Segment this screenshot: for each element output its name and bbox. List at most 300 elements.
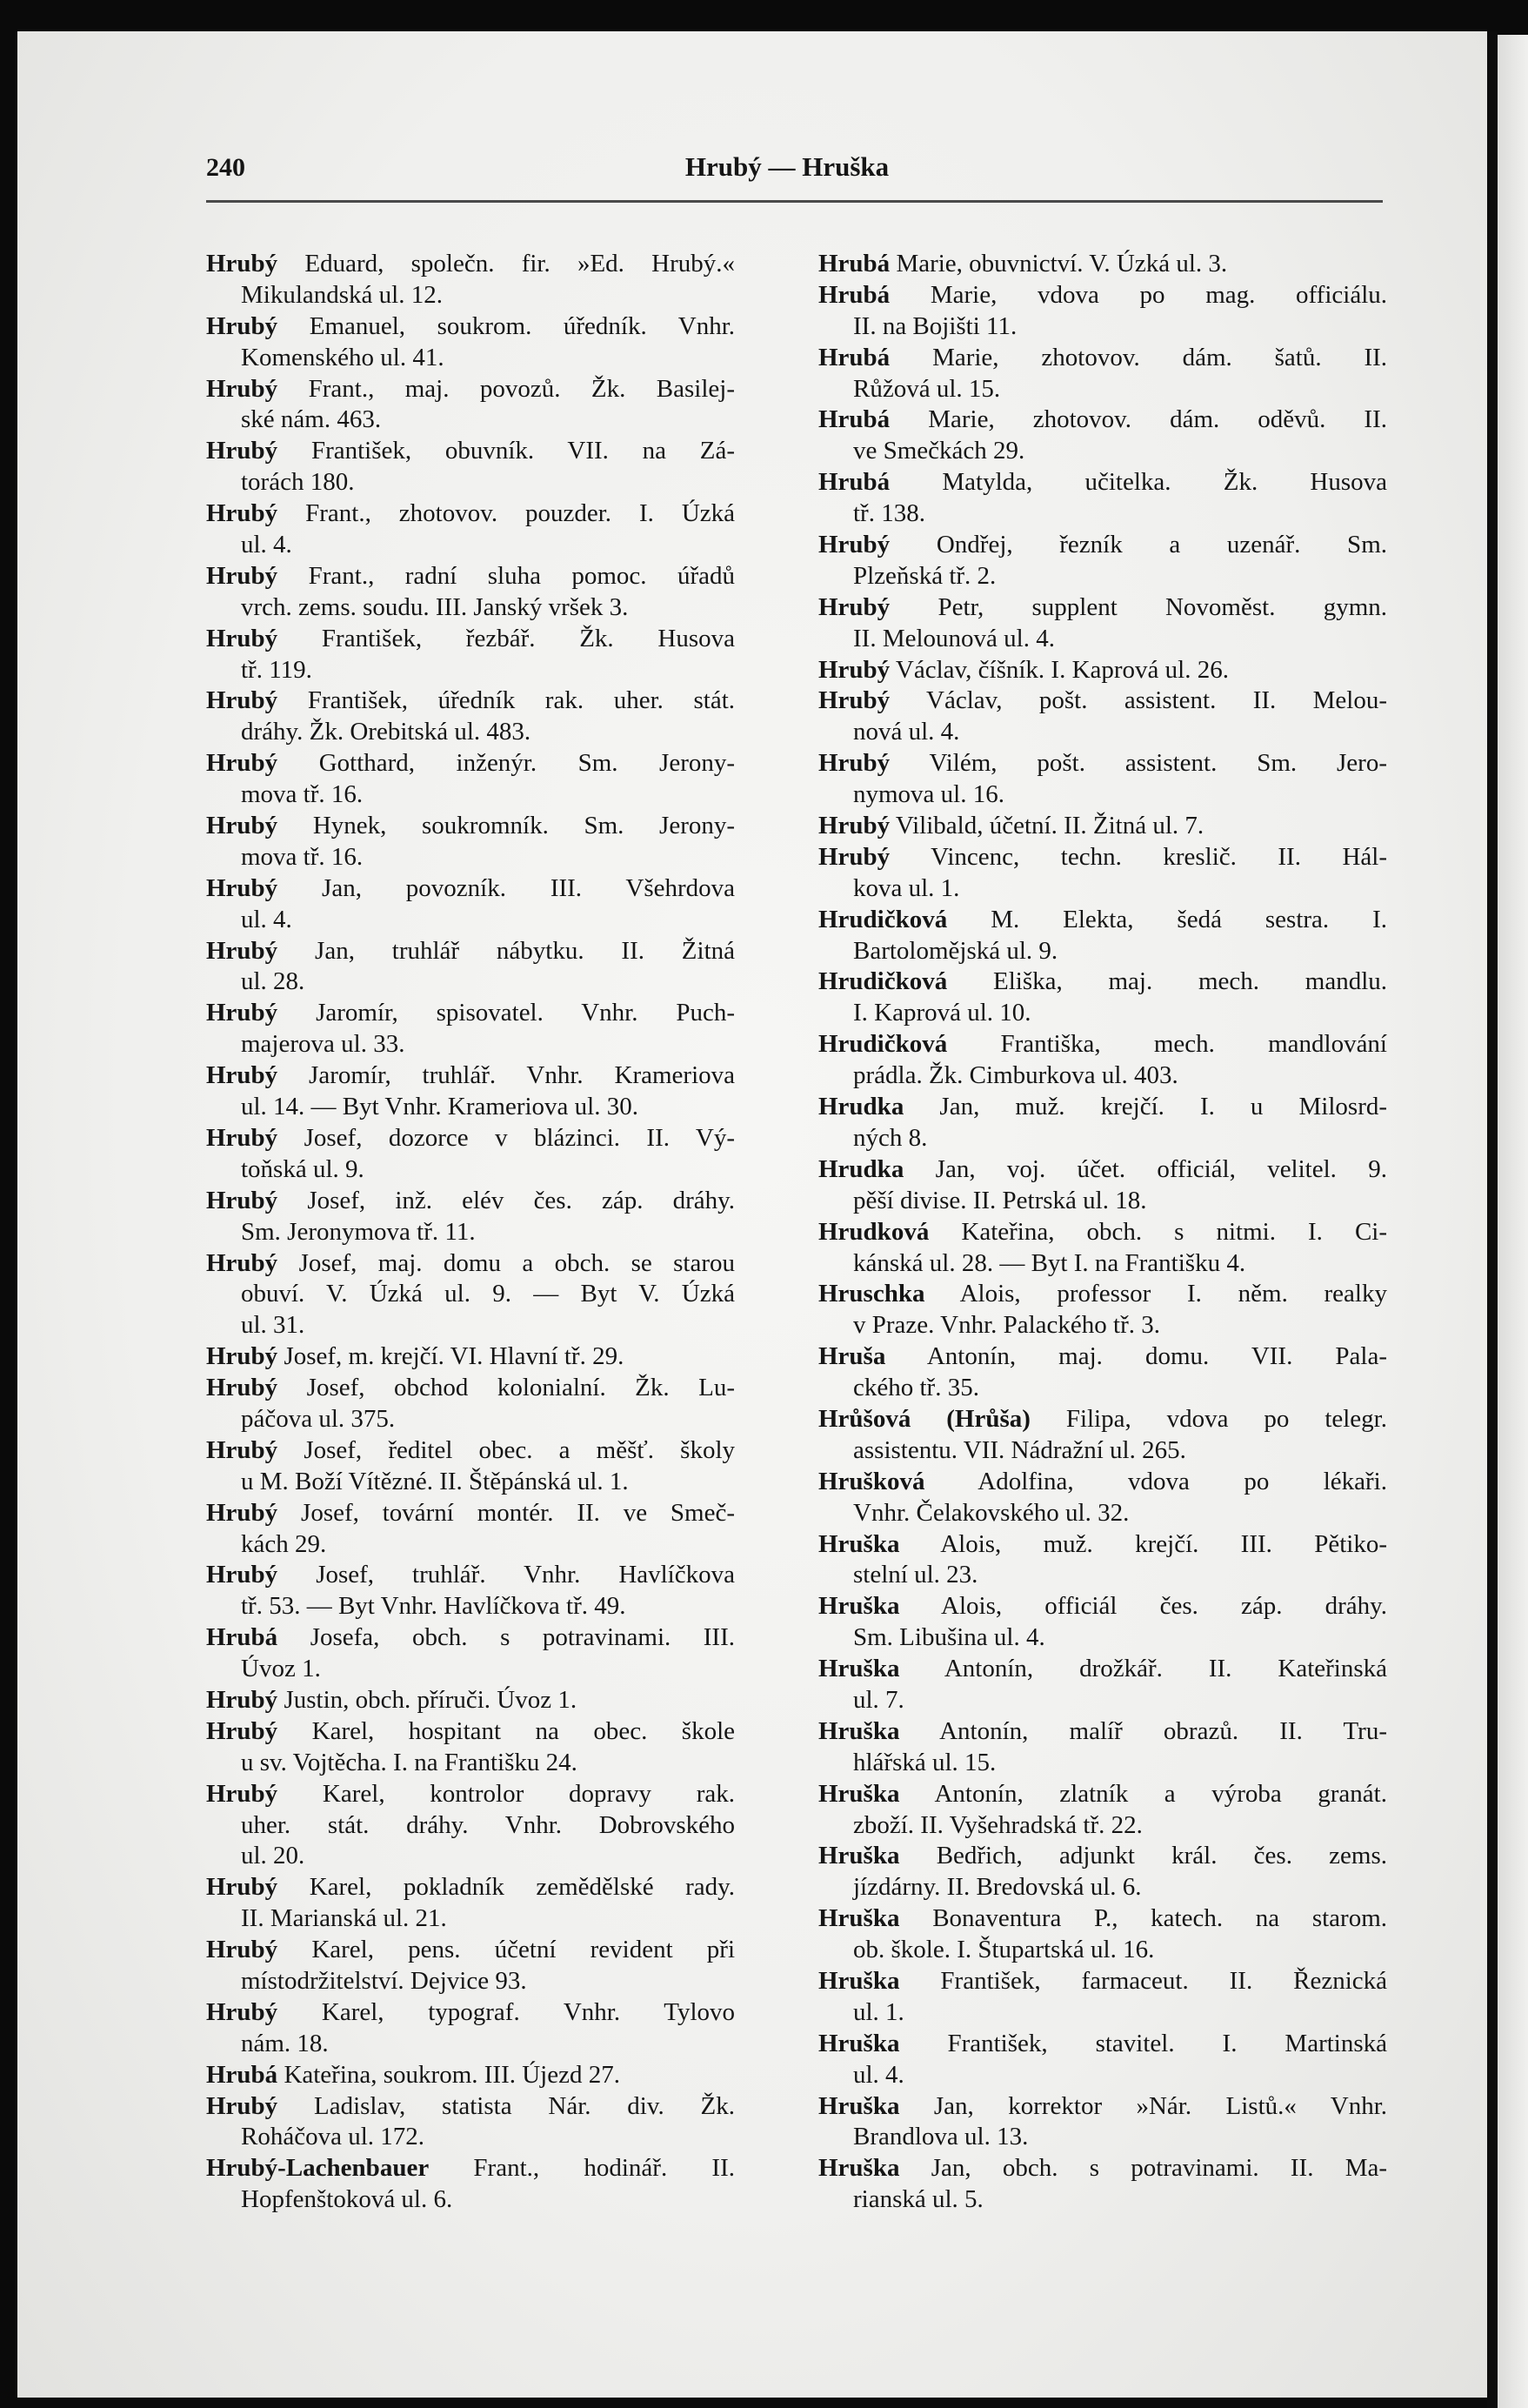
- directory-entry: [818, 1154, 1387, 1217]
- entry-line: [818, 1341, 1387, 1373]
- entry-surname: Hrubý: [206, 374, 278, 403]
- entry-text: Mikulandská ul. 12.: [241, 280, 443, 309]
- directory-entry: [818, 1654, 1387, 1716]
- entry-text: Marie, zhotovov. dám. oděvů. II.: [928, 405, 1387, 434]
- entry-text: Josef, maj. domu a obch. se starou: [298, 1248, 736, 1277]
- entry-line: [206, 436, 735, 467]
- entry-surname: Hrudičková: [818, 967, 948, 996]
- entry-line: [818, 967, 1387, 998]
- directory-entry: [818, 686, 1387, 748]
- entry-text: nová ul. 4.: [853, 718, 960, 746]
- entry-line: [206, 967, 735, 998]
- entry-text: Josef, m. krejčí. VI. Hlavní tř. 29.: [284, 1342, 624, 1371]
- entry-line: [818, 905, 1387, 936]
- entry-text: nymova ul. 16.: [853, 780, 1004, 809]
- entry-line: [206, 1154, 735, 1186]
- entry-line: [818, 811, 1387, 842]
- entry-text: Roháčova ul. 172.: [241, 2123, 425, 2151]
- entry-surname: Hruška: [818, 2029, 900, 2057]
- entry-line: [818, 1716, 1387, 1748]
- entry-text: Josef, inž. elév čes. záp. dráhy.: [307, 1186, 736, 1214]
- entry-text: Marie, zhotovov. dám. šatů. II.: [932, 343, 1388, 371]
- entry-surname: Hrubá: [818, 250, 891, 278]
- entry-text: Jan, obch. s potravinami. II. Ma-: [931, 2154, 1388, 2183]
- directory-entry: [818, 1467, 1387, 1529]
- entry-text: František, farmaceut. II. Řeznická: [940, 1966, 1388, 1995]
- entry-text: Brandlova ul. 13.: [853, 2123, 1029, 2151]
- entry-text: Bedřich, adjunkt král. čes. zems.: [936, 1842, 1387, 1870]
- entry-text: kánská ul. 28. — Byt I. na Františku 4.: [853, 1248, 1246, 1277]
- entry-surname: Hrudka: [818, 1154, 904, 1183]
- entry-line: [206, 1123, 735, 1154]
- directory-entry: [818, 1529, 1387, 1592]
- entry-text: Karel, pokladník zemědělské rady.: [309, 1873, 736, 1902]
- entry-surname: Hruška: [818, 1655, 900, 1683]
- entry-line: [206, 2029, 735, 2060]
- entry-text: prádla. Žk. Cimburkova ul. 403.: [853, 1061, 1178, 1090]
- entry-text: Eliška, maj. mech. mandlu.: [993, 967, 1387, 996]
- entry-text: ul. 20.: [241, 1842, 305, 1870]
- entry-line: [206, 779, 735, 811]
- directory-entry: [206, 1341, 735, 1373]
- directory-entry: [818, 748, 1387, 811]
- entry-line: [818, 1903, 1387, 1935]
- entry-text: ul. 14. — Byt Vnhr. Krameriova ul. 30.: [241, 1093, 638, 1121]
- entry-text: ul. 4.: [241, 531, 292, 559]
- entry-text: Hopfenštoková ul. 6.: [241, 2185, 453, 2214]
- entry-surname: Hrubý: [206, 1779, 278, 1808]
- entry-line: [818, 1217, 1387, 1248]
- entry-surname: Hrubý: [818, 655, 891, 684]
- entry-text: Růžová ul. 15.: [853, 374, 1001, 403]
- directory-entry: [206, 1123, 735, 1186]
- directory-entry: [206, 2060, 735, 2091]
- entry-text: mova tř. 16.: [241, 780, 364, 809]
- entry-line: [818, 1872, 1387, 1903]
- running-head: Hrubý — Hruška: [684, 151, 890, 182]
- entry-line: [818, 998, 1387, 1029]
- entry-surname: Hrubý: [206, 999, 278, 1027]
- directory-entry: [818, 967, 1387, 1029]
- directory-entry: [206, 2091, 735, 2154]
- entry-text: zboží. II. Vyšehradská tř. 22.: [853, 1810, 1143, 1839]
- entry-text: II. na Bojišti 11.: [853, 311, 1018, 340]
- entry-surname: Hrubý: [818, 592, 891, 621]
- entry-surname: Hrubá: [818, 343, 891, 371]
- entry-text: M. Elekta, šedá sestra. I.: [991, 905, 1387, 933]
- entry-line: [206, 1748, 735, 1779]
- entry-line: [818, 624, 1387, 655]
- entry-text: Frant., zhotovov. pouzder. I. Úzká: [305, 499, 736, 528]
- directory-entry: [818, 1591, 1387, 1654]
- entry-line: [206, 905, 735, 936]
- entry-text: Josefa, obch. s potravinami. III.: [310, 1623, 735, 1652]
- directory-entry: [818, 592, 1387, 655]
- directory-entry: [818, 2029, 1387, 2091]
- entry-surname: Hrudková: [818, 1217, 930, 1246]
- entry-text: Alois, professor I. něm. realky: [959, 1280, 1387, 1308]
- entry-text: obuví. V. Úzká ul. 9. — Byt V. Úzká: [241, 1280, 735, 1308]
- directory-entry: [818, 2091, 1387, 2154]
- entry-text: Jan, povozník. III. Všehrdova: [322, 873, 736, 902]
- entry-text: kova ul. 1.: [853, 873, 960, 902]
- entry-text: ul. 7.: [853, 1685, 904, 1714]
- entry-line: [206, 1186, 735, 1217]
- directory-entry: [206, 998, 735, 1060]
- directory-entry: [206, 1685, 735, 1716]
- entry-surname: Hrubý: [206, 499, 278, 528]
- directory-entry: [818, 1092, 1387, 1154]
- entry-text: kách 29.: [241, 1529, 327, 1558]
- entry-text: Karel, typograf. Vnhr. Tylovo: [321, 1997, 736, 2026]
- entry-text: Antonín, maj. domu. VII. Pala-: [926, 1342, 1387, 1371]
- entry-line: [206, 1872, 735, 1903]
- entry-line: [818, 1248, 1387, 1280]
- entry-text: Sm. Libušina ul. 4.: [853, 1623, 1045, 1652]
- entry-surname: Hruška: [818, 1779, 900, 1808]
- directory-entry: [206, 1872, 735, 1935]
- entry-line: [818, 779, 1387, 811]
- entry-line: [206, 498, 735, 530]
- entry-surname: Hrubý: [818, 749, 891, 778]
- entry-text: majerova ul. 33.: [241, 1030, 405, 1059]
- entry-line: [818, 1186, 1387, 1217]
- directory-entry: [206, 1560, 735, 1622]
- entry-line: [818, 873, 1387, 905]
- entry-line: [818, 1279, 1387, 1310]
- entry-surname: Hrubý: [206, 2091, 278, 2120]
- entry-line: [818, 498, 1387, 530]
- entry-surname: Hrudka: [818, 1093, 904, 1121]
- entry-line: [206, 374, 735, 405]
- directory-entry: [818, 1779, 1387, 1842]
- entry-line: [818, 467, 1387, 498]
- entry-text: ob. škole. I. Štupartská ul. 16.: [853, 1936, 1155, 1964]
- entry-surname: Hruška: [818, 1716, 900, 1745]
- entry-line: [818, 1154, 1387, 1186]
- entry-surname: Hrubý: [206, 1123, 278, 1152]
- directory-entry: [206, 1186, 735, 1248]
- entry-text: ul. 1.: [853, 1997, 904, 2026]
- entry-line: [206, 1997, 735, 2029]
- entry-line: [206, 842, 735, 873]
- entry-line: [206, 1060, 735, 1092]
- entry-text: Václav, číšník. I. Kaprová ul. 26.: [895, 655, 1229, 684]
- entry-line: [206, 1341, 735, 1373]
- entry-line: [206, 1435, 735, 1467]
- entry-line: [206, 2122, 735, 2153]
- entry-surname: Hrubý: [206, 812, 278, 840]
- entry-surname: Hrubý: [206, 1186, 278, 1214]
- entry-surname: Hrudičková: [818, 1030, 948, 1059]
- entry-line: [818, 686, 1387, 717]
- entry-line: [206, 1404, 735, 1435]
- entry-text: Vilém, pošt. assistent. Sm. Jero-: [929, 749, 1387, 778]
- entry-text: Frant., maj. povozů. Žk. Basilej-: [308, 374, 735, 403]
- entry-text: Jaromír, spisovatel. Vnhr. Puch-: [316, 999, 736, 1027]
- entry-line: [206, 1935, 735, 1966]
- entry-surname: Hrubý: [818, 812, 891, 840]
- entry-text: Josef, obchod kolonialní. Žk. Lu-: [306, 1374, 735, 1402]
- entry-surname: Hrubý: [206, 1561, 278, 1589]
- entry-text: Justin, obch. příruči. Úvoz 1.: [284, 1685, 577, 1714]
- directory-entry: [818, 1341, 1387, 1404]
- entry-line: [818, 2122, 1387, 2153]
- entry-line: [206, 1591, 735, 1622]
- entry-line: [206, 655, 735, 686]
- entry-line: [818, 1092, 1387, 1123]
- entry-text: Josef, truhlář. Vnhr. Havlíčkova: [316, 1561, 735, 1589]
- directory-entry: [206, 374, 735, 437]
- entry-surname: Hrubý: [206, 1435, 278, 1464]
- entry-line: [206, 1779, 735, 1810]
- entry-text: Matylda, učitelka. Žk. Husova: [942, 468, 1387, 497]
- entry-text: Karel, kontrolor dopravy rak.: [322, 1779, 735, 1808]
- entry-text: Gotthard, inženýr. Sm. Jerony-: [318, 749, 736, 778]
- entry-text: ul. 31.: [241, 1311, 305, 1340]
- directory-entry: [818, 811, 1387, 842]
- entry-text: Bonaventura P., katech. na starom.: [932, 1904, 1388, 1933]
- entry-surname: Hrubý: [206, 624, 278, 652]
- entry-text: tř. 138.: [853, 499, 925, 528]
- entry-text: František, stavitel. I. Martinská: [947, 2029, 1388, 2057]
- entry-surname: Hrubý: [206, 936, 278, 965]
- entry-line: [206, 998, 735, 1029]
- entry-line: [206, 1716, 735, 1748]
- entry-line: [206, 343, 735, 374]
- entry-line: [818, 1935, 1387, 1966]
- directory-entry: [818, 655, 1387, 686]
- right-column: [818, 249, 1387, 2216]
- entry-line: [206, 2060, 735, 2091]
- left-column: [206, 249, 735, 2216]
- entry-line: [818, 1997, 1387, 2029]
- entry-line: [206, 873, 735, 905]
- entry-text: Bartolomějská ul. 9.: [853, 936, 1058, 965]
- directory-entry: [206, 498, 735, 561]
- directory-entry: [818, 1029, 1387, 1092]
- entry-line: [818, 1467, 1387, 1498]
- entry-line: [818, 592, 1387, 624]
- directory-entry: [206, 2153, 735, 2216]
- directory-entry: [818, 530, 1387, 592]
- entry-text: Ladislav, statista Nár. div. Žk.: [314, 2091, 736, 2120]
- entry-surname: Hrubý: [206, 1061, 278, 1090]
- entry-text: uher. stát. dráhy. Vnhr. Dobrovského: [241, 1810, 735, 1839]
- entry-text: Karel, pens. účetní revident při: [311, 1936, 735, 1964]
- entry-line: [206, 936, 735, 967]
- entry-text: u M. Boží Vítězné. II. Štěpánská ul. 1.: [241, 1467, 629, 1495]
- entry-text: Komenského ul. 41.: [241, 343, 444, 371]
- directory-entry: [818, 1404, 1387, 1467]
- entry-line: [206, 624, 735, 655]
- entry-text: ul. 28.: [241, 967, 305, 996]
- entry-text: Václav, pošt. assistent. II. Melou-: [926, 686, 1387, 715]
- entry-surname: Hrubá: [206, 2060, 278, 2089]
- entry-text: Kateřina, soukrom. III. Újezd 27.: [284, 2060, 620, 2089]
- entry-line: [206, 405, 735, 436]
- entry-line: [818, 655, 1387, 686]
- entry-text: ve Smečkách 29.: [853, 437, 1025, 465]
- entry-surname: Hrubý: [206, 1936, 278, 1964]
- entry-text: II. Melounová ul. 4.: [853, 624, 1055, 652]
- entry-surname: Hruša: [818, 1342, 886, 1371]
- header-rule: [206, 200, 1383, 203]
- entry-line: [818, 2153, 1387, 2184]
- entry-line: [818, 1810, 1387, 1842]
- entry-text: Kateřina, obch. s nitmi. I. Ci-: [961, 1217, 1387, 1246]
- entry-line: [206, 748, 735, 779]
- entry-line: [818, 405, 1387, 436]
- directory-entry: [818, 1966, 1387, 2029]
- entry-text: rianská ul. 5.: [853, 2185, 984, 2214]
- directory-entry: [206, 1779, 735, 1873]
- entry-text: vrch. zems. soudu. III. Janský vršek 3.: [241, 592, 629, 621]
- entry-surname: Hrubý: [206, 686, 278, 715]
- directory-entry: [206, 748, 735, 811]
- entry-surname: Hruška: [818, 1592, 900, 1621]
- entry-text: Josef, ředitel obec. a měšť. školy: [304, 1435, 736, 1464]
- entry-line: [206, 686, 735, 717]
- entry-text: Hynek, soukromník. Sm. Jerony-: [312, 812, 736, 840]
- entry-line: [206, 1529, 735, 1561]
- entry-line: [206, 249, 735, 280]
- entry-text: ul. 4.: [241, 905, 292, 933]
- directory-entry: [206, 873, 735, 936]
- entry-text: ské nám. 463.: [241, 405, 382, 434]
- entry-line: [818, 1622, 1387, 1654]
- entry-line: [818, 717, 1387, 748]
- entry-line: [818, 2029, 1387, 2060]
- entry-text: Frant., hodinář. II.: [473, 2154, 735, 2183]
- entry-surname: Hrubý: [206, 1685, 278, 1714]
- entry-text: Eduard, společn. fir. »Ed. Hrubý.«: [304, 250, 735, 278]
- entry-line: [818, 842, 1387, 873]
- directory-entry: [818, 405, 1387, 467]
- entry-line: [818, 1966, 1387, 1997]
- next-page-edge: [1498, 35, 1528, 2408]
- entry-surname: Hrubý: [206, 1374, 278, 1402]
- directory-entry: [206, 249, 735, 311]
- entry-text: hlářská ul. 15.: [853, 1748, 997, 1776]
- entry-text: u sv. Vojtěcha. I. na Františku 24.: [241, 1748, 577, 1776]
- directory-entry: [818, 1716, 1387, 1779]
- directory-entry: [206, 686, 735, 748]
- entry-surname: Hrubý: [818, 842, 891, 871]
- entry-line: [206, 1560, 735, 1591]
- directory-entry: [206, 1373, 735, 1435]
- entry-text: Úvoz 1.: [241, 1655, 321, 1683]
- entry-text: Jan, voj. účet. officiál, velitel. 9.: [935, 1154, 1387, 1183]
- entry-text: Antonín, malíř obrazů. II. Tru-: [939, 1716, 1387, 1745]
- entry-text: Karel, hospitant na obec. škole: [311, 1716, 735, 1745]
- entry-surname: Hrubý: [206, 1873, 278, 1902]
- entry-surname: Hrubý: [206, 1716, 278, 1745]
- entry-line: [206, 561, 735, 592]
- entry-text: stelní ul. 23.: [853, 1561, 978, 1589]
- entry-text: Alois, officiál čes. záp. dráhy.: [941, 1592, 1387, 1621]
- entry-line: [818, 748, 1387, 779]
- entry-surname: Hrudičková: [818, 905, 948, 933]
- entry-line: [206, 1279, 735, 1310]
- entry-line: [818, 936, 1387, 967]
- entry-text: II. Marianská ul. 21.: [241, 1904, 447, 1933]
- entry-line: [818, 1529, 1387, 1561]
- entry-line: [206, 1310, 735, 1341]
- entry-text: Marie, obuvnictví. V. Úzká ul. 3.: [896, 250, 1228, 278]
- entry-line: [206, 811, 735, 842]
- scan-edge-shadow: [1487, 31, 1498, 2408]
- entry-surname: Hruška: [818, 1842, 900, 1870]
- entry-line: [206, 1685, 735, 1716]
- entry-surname: Hrubý: [206, 561, 278, 590]
- entry-surname: Hrušková: [818, 1467, 925, 1495]
- entry-line: [206, 467, 735, 498]
- directory-entry: [818, 2153, 1387, 2216]
- entry-line: [206, 1467, 735, 1498]
- entry-text: assistentu. VII. Nádražní ul. 265.: [853, 1435, 1186, 1464]
- directory-entry: [818, 467, 1387, 530]
- directory-entry: [818, 1279, 1387, 1341]
- page-number: 240: [206, 153, 245, 182]
- entry-line: [206, 1810, 735, 1842]
- directory-entry: [206, 811, 735, 873]
- entry-line: [206, 530, 735, 561]
- entry-line: [206, 592, 735, 624]
- entry-text: Frant., radní sluha pomoc. úřadů: [308, 561, 735, 590]
- entry-text: Antonín, drožkář. II. Kateřinská: [944, 1655, 1387, 1683]
- entry-surname: Hruška: [818, 1529, 900, 1558]
- directory-entry: [206, 1498, 735, 1561]
- entry-line: [818, 2091, 1387, 2123]
- directory-entry: [818, 1841, 1387, 1903]
- entry-line: [818, 280, 1387, 311]
- entry-text: Alois, muž. krejčí. III. Pětiko-: [940, 1529, 1387, 1558]
- entry-line: [206, 1841, 735, 1872]
- entry-text: Adolfina, vdova po lékaři.: [978, 1467, 1387, 1495]
- entry-text: Antonín, zlatník a výroba granát.: [934, 1779, 1387, 1808]
- entry-text: Plzeňská tř. 2.: [853, 561, 997, 590]
- directory-entry: [206, 936, 735, 999]
- entry-surname: Hrubý: [206, 311, 278, 340]
- entry-text: nám. 18.: [241, 2029, 329, 2057]
- entry-text: Petr, supplent Novoměst. gymn.: [937, 592, 1387, 621]
- entry-text: František, úředník rak. uher. stát.: [307, 686, 736, 715]
- entry-text: tř. 53. — Byt Vnhr. Havlíčkova tř. 49.: [241, 1592, 626, 1621]
- entry-text: František, obuvník. VII. na Zá-: [310, 437, 735, 465]
- directory-entry: [206, 1935, 735, 1997]
- entry-surname: Hrubý-Lachenbauer: [206, 2154, 430, 2183]
- entry-surname: Hrubá: [818, 405, 891, 434]
- entry-text: František, řezbář. Žk. Husova: [321, 624, 735, 652]
- entry-text: ckého tř. 35.: [853, 1374, 979, 1402]
- entry-surname: Hrůšová (Hrůša): [818, 1404, 1031, 1433]
- entry-line: [206, 2153, 735, 2184]
- entry-text: tř. 119.: [241, 655, 312, 684]
- entry-surname: Hrubý: [206, 749, 278, 778]
- entry-line: [818, 1841, 1387, 1872]
- entry-surname: Hrubý: [818, 686, 891, 715]
- entry-text: Vincenc, techn. kreslič. II. Hál-: [931, 842, 1387, 871]
- entry-text: pěší divise. II. Petrská ul. 18.: [853, 1186, 1147, 1214]
- entry-line: [818, 2184, 1387, 2216]
- entry-line: [206, 1966, 735, 1997]
- entry-line: [206, 1029, 735, 1060]
- entry-text: Vnhr. Čelakovského ul. 32.: [853, 1498, 1130, 1527]
- entry-line: [818, 1748, 1387, 1779]
- entry-surname: Hruška: [818, 2091, 900, 2120]
- entry-text: Jaromír, truhlář. Vnhr. Krameriova: [309, 1061, 735, 1090]
